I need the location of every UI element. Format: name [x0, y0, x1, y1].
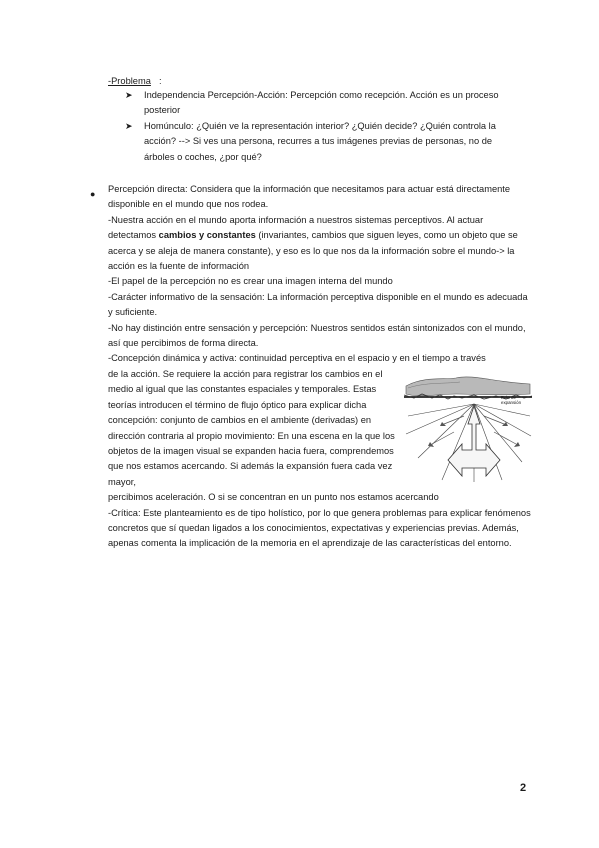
- optical-flow-illustration: [404, 372, 532, 484]
- paragraph-acceleration: percibimos aceleración. O si se concentran en un punto nos estamos acercando: [108, 492, 439, 503]
- arrow-bullet-icon: ➤: [125, 90, 133, 100]
- bold-term: cambios y constantes: [158, 230, 256, 241]
- problema-list: [125, 88, 525, 165]
- list-item: [125, 88, 525, 119]
- problema-heading: -Problema: [108, 76, 151, 86]
- list-item-text: Homúnculo: ¿Quién ve la representación interior? ¿Quién decide? ¿Quién controla la acción? --> Si ves una persona, recurres a tus imágenes previas de personas, no de árboles o coches, ¿por qué?: [144, 120, 496, 162]
- paragraph-dynamic: -Concepción dinámica y activa: continuidad perceptiva en el espacio y en el tiempo a través: [108, 353, 486, 364]
- paragraph-action: -Nuestra acción en el mundo aporta información a nuestros sistemas perceptivos. Al actuar detectamos cambios y constantes (invariantes, cambios que siguen leyes, como un objeto que se acerca y se aleja de manera constante), y eso es lo que nos da la información sobre el mundo-> la acción es la fuente de información: [108, 214, 518, 272]
- arrow-bullet-icon: ➤: [125, 120, 133, 131]
- paragraph-optical-flow: de la acción. Se requiere la acción para registrar los cambios en el medio al igual que las constantes espaciales y temporales. Estas teorías introducen el término de flujo óptico para explicar dicha concepción: conjunto de cambios en el ambiente (derivadas) en dirección contraria al propio movimiento: En una escena en la que los objetos de la imagen visual se expanden hacia fuera, comprendemos que nos estamos acercando. Si además la expansión fuera cada vez mayor,: [108, 368, 395, 487]
- percepcion-directa-section: [108, 182, 533, 552]
- intro-paragraph: Percepción directa: Considera que la información que necesitamos para actuar está directamente disponible en el mundo que nos rodea.: [108, 184, 511, 210]
- paragraph-role: -El papel de la percepción no es crear una imagen interna del mundo: [108, 276, 393, 287]
- figure-label-line1: Polo de: [501, 395, 516, 400]
- paragraph-informative: -Carácter informativo de la sensación: La información perceptiva disponible en el mundo es adecuada y suficiente.: [108, 291, 528, 318]
- list-item: [125, 119, 525, 165]
- figure-label-line2: expansión: [501, 400, 522, 405]
- list-item-text: Independencia Percepción-Acción: Percepción como recepción. Acción es un proceso posterior: [144, 90, 499, 116]
- paragraph-critique: -Crítica: Este planteamiento es de tipo holístico, por lo que genera problemas para explicar fenómenos concretos que sí quedan ligados a los conocimientos, expectativas y experiencias previas. Además, apenas comenta la implicación de la memoria en el aprendizaje de las características del entorno.: [108, 507, 531, 549]
- heading-colon: :: [159, 76, 162, 86]
- paragraph-no-distinction: -No hay distinción entre sensación y percepción: Nuestros sentidos están sintonizados con el mundo, así que percibimos de forma directa.: [108, 322, 526, 349]
- bullet-dot-icon: ●: [90, 189, 96, 199]
- page-number: 2: [520, 782, 527, 794]
- optical-flow-figure: [404, 372, 532, 484]
